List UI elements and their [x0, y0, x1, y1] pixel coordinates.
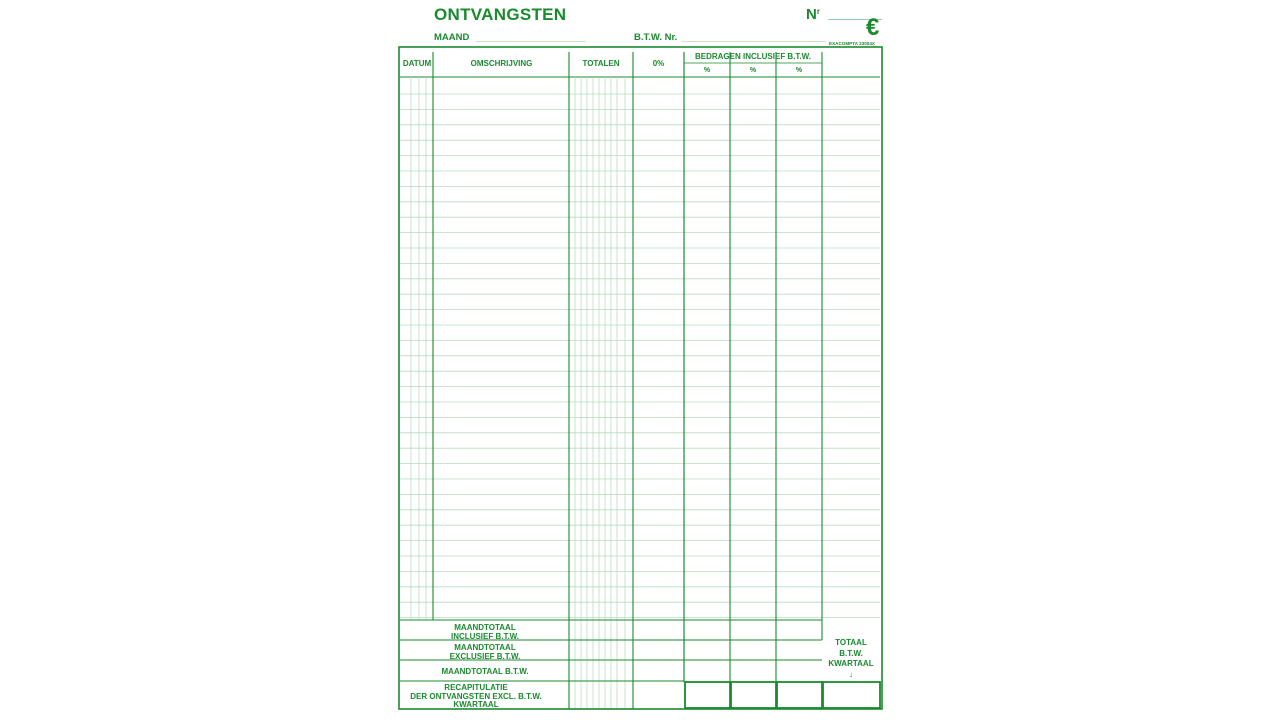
maandtotaal-excl-label: MAANDTOTAAL EXCLUSIEF B.T.W.: [449, 643, 521, 661]
totaal-btw-kwartaal-label: TOTAAL B.T.W. KWARTAAL ↓: [828, 638, 874, 679]
column-header-omschrijving: OMSCHRIJVING: [470, 59, 533, 68]
euro-icon: €: [866, 14, 880, 41]
maand-label: MAAND: [434, 32, 470, 43]
btw-number-label: B.T.W. Nr.: [634, 32, 678, 43]
recapitulatie-label: RECAPITULATIE DER ONTVANGSTEN EXCL. B.T.W. KWARTAAL: [410, 683, 542, 709]
maandtotaal-btw-label: MAANDTOTAAL B.T.W.: [441, 667, 529, 676]
product-reference: EXACOMPTA 23004X: [829, 41, 875, 46]
page-title: ONTVANGSTEN: [434, 5, 567, 24]
column-subheader-percent: %: [749, 67, 757, 74]
number-label-suffix: r: [816, 7, 820, 16]
column-subheader-percent: %: [795, 67, 803, 74]
column-header-bedragen: BEDRAGEN INCLUSIEF B.T.W.: [694, 52, 811, 61]
maandtotaal-incl-label: MAANDTOTAAL INCLUSIEF B.T.W.: [451, 623, 519, 641]
column-header-totalen: TOTALEN: [582, 59, 620, 68]
number-label-text: N: [806, 6, 817, 23]
column-header-zero-percent: 0%: [652, 59, 665, 68]
column-header-datum: DATUM: [402, 59, 432, 68]
column-subheader-percent: %: [703, 67, 711, 74]
